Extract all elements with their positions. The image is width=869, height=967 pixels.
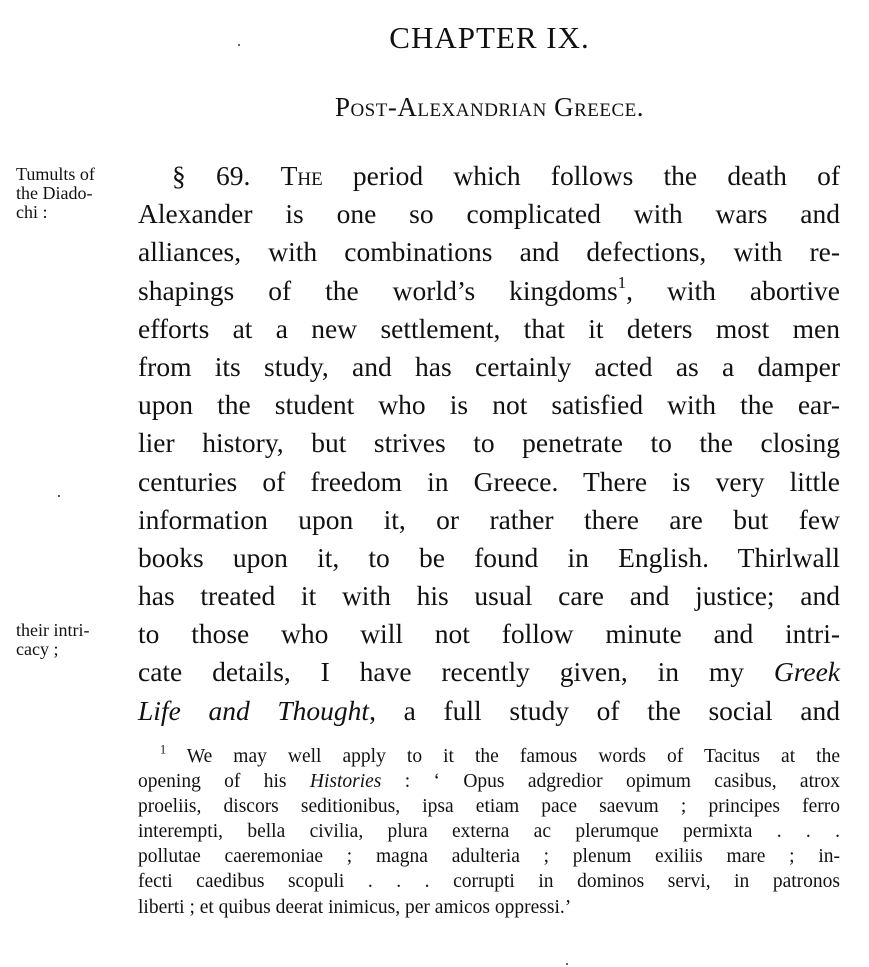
body-line [138, 157, 840, 195]
margin-note-line: their intri- [16, 620, 90, 640]
margin-note-line: the Diado- [16, 183, 93, 203]
body-line-text: shapings of the world’s kingdoms [138, 274, 618, 306]
scan-speck [58, 495, 60, 497]
footnote-line: fecti caedibus scopuli . . . corrupti in dominos servi, in patronos [138, 871, 840, 893]
body-line-text: , a full study of the social and [369, 694, 841, 726]
footnote-text: opening of his [138, 771, 310, 793]
body-line-text: , with abortive [626, 274, 840, 306]
body-line: centuries of freedom in Greece. There is very little [138, 465, 840, 497]
footnote-line [138, 769, 840, 794]
body-line: efforts at a new settlement, that it deters most men [138, 312, 840, 344]
chapter-title: Post-Alexandrian Greece. [334, 92, 645, 122]
body-paragraph [138, 157, 840, 730]
histories-italic: Histories [309, 771, 382, 793]
margin-note-tumults [16, 165, 141, 222]
margin-note-intricacy [16, 621, 141, 659]
scan-speck [238, 44, 240, 46]
footnote-line: interempti, bella civilia, plura externa ac plerumque permixta . . . [138, 821, 840, 843]
body-line: books upon it, to be found in English. Thirlwall [138, 541, 840, 573]
chapter-heading: CHAPTER IX. [389, 20, 590, 55]
body-line: Alexander is one so complicated with wars and [138, 198, 840, 230]
body-line: information upon it, or rather there are but few [138, 503, 840, 535]
margin-note-line: cacy ; [16, 639, 59, 659]
footnote-line [138, 744, 840, 769]
body-line: lier history, but strives to penetrate to the closing [138, 427, 840, 459]
footnote-line: pollutae caeremoniae ; magna adulteria ; plenum exiliis mare ; in- [138, 846, 840, 868]
body-line-text: period which follows the death of [322, 160, 841, 191]
book-title-italic: Greek [773, 656, 840, 688]
book-title-italic: Life and Thought [138, 694, 370, 726]
body-line: from its study, and has certainly acted as a damper [138, 350, 840, 382]
footnote-line: liberti ; et quibus deerat inimicus, per amicos oppressi.’ [138, 896, 572, 918]
scan-speck [566, 963, 568, 965]
margin-note-line: chi : [16, 202, 48, 222]
footnote [138, 744, 840, 920]
body-line: has treated it with his usual care and justice; and [138, 580, 840, 612]
body-line: upon the student who is not satisfied with the ear- [138, 389, 840, 421]
footnote-reference: 1 [617, 272, 627, 292]
footnote-text: We may well apply to it the famous words of Tacitus at the [166, 746, 840, 767]
body-line [138, 653, 840, 691]
body-line [138, 692, 840, 730]
footnote-marker: 1 [160, 742, 167, 757]
opening-word: The [280, 160, 323, 191]
footnote-line: proeliis, discors seditionibus, ipsa etiam pace saevum ; principes ferro [138, 796, 840, 818]
margin-note-line: Tumults of [16, 164, 95, 184]
body-line-text: cate details, I have recently given, in my [138, 656, 774, 688]
body-line: to those who will not follow minute and intri- [138, 618, 840, 650]
section-mark: § 69. [172, 160, 281, 191]
body-line: alliances, with combinations and defections, with re- [138, 236, 840, 268]
footnote-text: : ‘ Opus adgredior opimum casibus, atrox [381, 771, 840, 793]
body-line [138, 272, 840, 310]
